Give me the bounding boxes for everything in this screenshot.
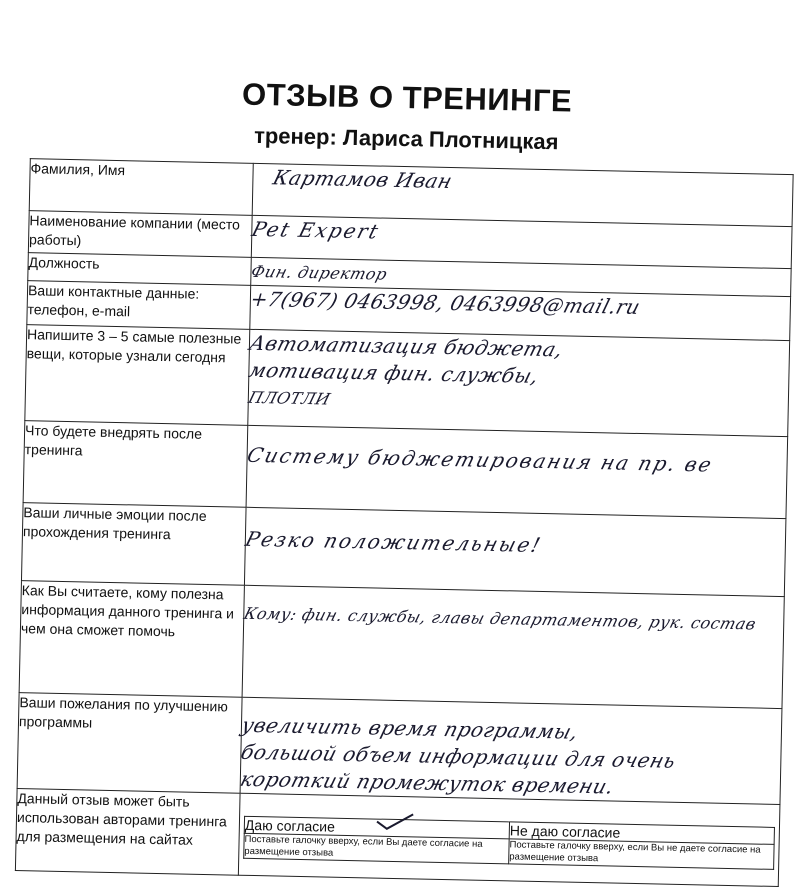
field-label-wishes: Ваши пожелания по улучшению программы	[17, 693, 242, 794]
handwritten-line: Фин. директор	[248, 261, 390, 284]
field-label-company: Наименование компании (место работы)	[28, 211, 252, 258]
agree-label: Даю согласие	[244, 816, 336, 835]
field-label-name: Фамилия, Имя	[29, 159, 253, 216]
handwritten-line: Резко положительные!	[242, 526, 545, 557]
table-row	[19, 581, 784, 709]
field-label-consent: Данный отзыв может быть использован авторами тренинга для размещения на сайтах	[15, 789, 240, 876]
handwritten-line: короткий промежуток времени.	[237, 766, 617, 799]
answer-emotions[interactable]	[244, 507, 786, 596]
field-label-implement: Что будете внедрять после тренинга	[23, 421, 248, 508]
field-label-emotions: Ваши личные эмоции после прохождения тренинга	[21, 503, 246, 586]
field-label-contacts: Ваши контактные данные: телефон, e-mail	[27, 281, 251, 330]
handwritten-line: Систему бюджетирования на пр. ве	[244, 442, 716, 477]
field-label-who-benefits: Как Вы считаете, кому полезна информация данного тренинга и чем она сможет помочь	[19, 581, 244, 698]
handwritten-line: Кому: фин. службы, главы департаментов, рук. состав	[241, 603, 759, 634]
field-label-position: Должность	[28, 253, 252, 286]
table-row	[15, 789, 780, 887]
trainer-subtitle: тренер: Лариса Плотницкая	[253, 122, 559, 155]
consent-table	[243, 816, 775, 870]
feedback-table	[15, 158, 794, 887]
answer-useful-things[interactable]	[248, 329, 790, 436]
table-row	[23, 421, 788, 519]
answer-who-benefits[interactable]	[242, 585, 784, 708]
handwritten-line: Pet Expert	[249, 216, 383, 244]
handwritten-line: +7(967) 0463998, 0463998@mail.ru	[247, 286, 644, 319]
handwritten-line: увеличить время программы,	[238, 712, 582, 744]
consent-cell	[238, 793, 780, 886]
disagree-note: Поставьте галочку вверху, если Вы не даете согласие на размещение отзыва	[509, 839, 774, 870]
handwritten-line: Автоматизация бюджета,	[246, 330, 567, 362]
page-title: ОТЗЫВ О ТРЕНИНГЕ	[241, 76, 573, 119]
answer-implement[interactable]	[246, 425, 788, 518]
handwritten-line: Картамов Иван	[270, 165, 456, 193]
handwritten-line: ПЛОТЛИ	[246, 387, 333, 409]
answer-wishes[interactable]	[237, 697, 782, 804]
handwritten-line: мотивация фин. службы,	[246, 357, 542, 388]
agree-note: Поставьте галочку вверху, если Вы даете согласие на размещение отзыва	[244, 833, 509, 864]
checkmark-icon	[375, 812, 415, 833]
field-label-useful-things: Напишите 3 – 5 самые полезные вещи, которые узнали сегодня	[25, 325, 250, 426]
handwritten-line: большой объем информации для очень	[238, 739, 679, 773]
table-row	[25, 325, 790, 437]
disagree-label: Не даю согласие	[509, 822, 621, 841]
table-row	[17, 693, 782, 805]
